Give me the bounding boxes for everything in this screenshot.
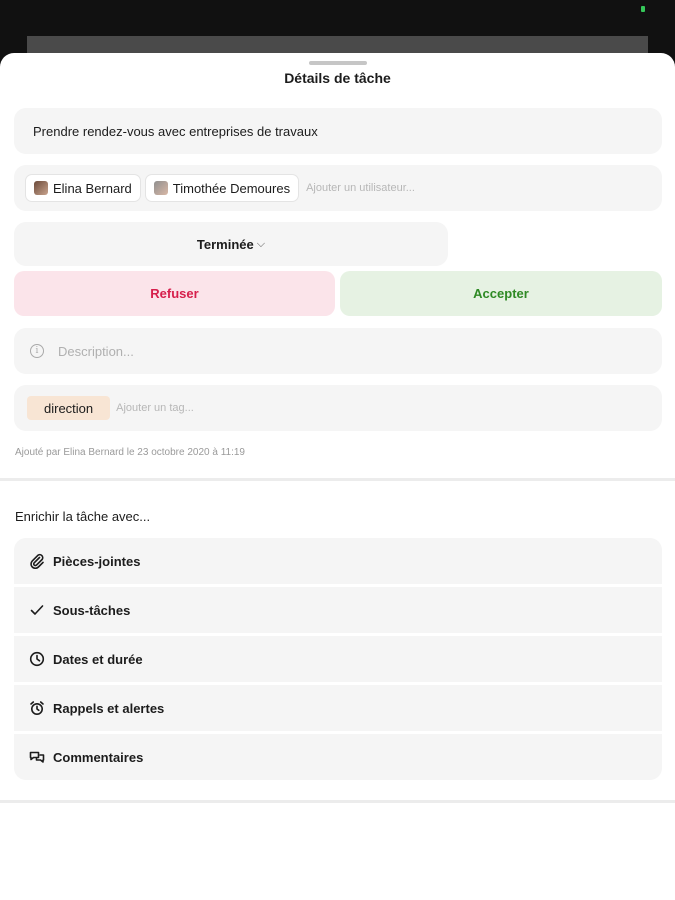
tags-field[interactable] [14, 385, 662, 431]
battery-indicator [641, 6, 645, 12]
description-field[interactable] [14, 328, 662, 374]
avatar [154, 181, 168, 195]
status-label: Terminée [196, 236, 254, 252]
created-meta: Ajouté par Elina Bernard le 23 octobre 2020 à 11:19 [15, 447, 245, 458]
add-user-input[interactable]: Ajouter un utilisateur... [306, 182, 415, 194]
assignee-name: Elina Bernard [53, 180, 132, 196]
enrich-item-dates[interactable] [14, 636, 662, 682]
info-icon: i [30, 344, 44, 358]
tag-chip[interactable]: direction [27, 396, 110, 420]
enrich-item-label: Rappels et alertes [53, 700, 165, 716]
refuse-button[interactable]: Refuser [14, 271, 335, 316]
add-tag-input[interactable]: Ajouter un tag... [116, 402, 194, 414]
description-placeholder: Description... [58, 343, 134, 359]
alarm-clock-icon [29, 700, 45, 716]
assignee-chip[interactable] [146, 175, 298, 201]
divider [0, 800, 675, 803]
accept-button[interactable]: Accepter [340, 271, 662, 316]
chevron-down-icon: ⌵ [256, 237, 266, 250]
clock-icon [29, 651, 45, 667]
enrich-item-reminders[interactable] [14, 685, 662, 731]
assignee-chip[interactable] [26, 175, 140, 201]
assignee-name: Timothée Demoures [172, 180, 291, 196]
assignees-field[interactable] [14, 165, 662, 211]
enrich-list [14, 538, 662, 780]
task-details-sheet [0, 53, 675, 900]
status-dropdown[interactable] [14, 222, 448, 266]
task-title-field[interactable]: Prendre rendez-vous avec entreprises de travaux [14, 108, 662, 154]
enrich-item-label: Dates et durée [53, 651, 143, 667]
sheet-grabber[interactable] [309, 61, 367, 65]
comments-icon [29, 749, 45, 765]
enrich-item-label: Sous-tâches [53, 602, 131, 618]
paperclip-icon [29, 553, 45, 569]
checkmark-icon [29, 602, 45, 618]
status-bar [0, 0, 675, 60]
sheet-title: Détails de tâche [284, 70, 391, 86]
enrich-title: Enrichir la tâche avec... [15, 509, 151, 524]
avatar [34, 181, 48, 195]
enrich-item-attachments[interactable] [14, 538, 662, 584]
enrich-item-subtasks[interactable] [14, 587, 662, 633]
enrich-item-comments[interactable] [14, 734, 662, 780]
enrich-item-label: Pièces-jointes [53, 553, 141, 569]
divider [0, 478, 675, 481]
enrich-item-label: Commentaires [53, 749, 144, 765]
